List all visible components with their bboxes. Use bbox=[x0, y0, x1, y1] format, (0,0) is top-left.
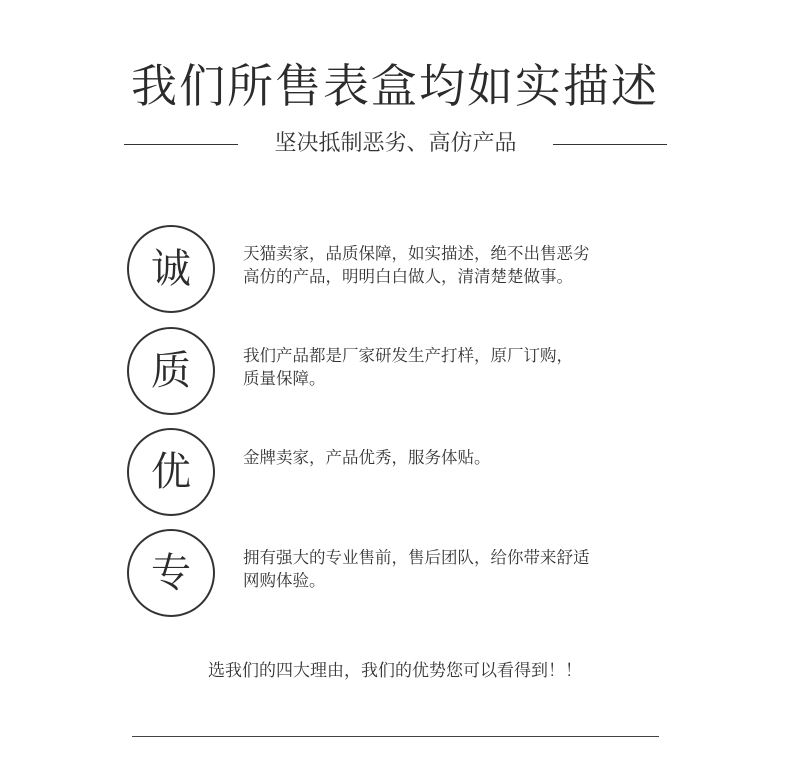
reason-item-honesty bbox=[0, 225, 790, 315]
reason-item-professional bbox=[0, 529, 790, 619]
reason-description bbox=[243, 546, 673, 592]
reason-badge bbox=[127, 529, 215, 617]
reason-description-line: 拥有强大的专业售前，售后团队，给你带来舒适 bbox=[243, 548, 590, 567]
reason-item-excellence bbox=[0, 428, 790, 518]
reason-description bbox=[243, 446, 673, 469]
subtitle-rule-left bbox=[124, 144, 238, 145]
subtitle-row bbox=[0, 128, 790, 162]
subtitle-rule-right bbox=[553, 144, 667, 145]
reason-description-line: 金牌卖家，产品优秀，服务体贴。 bbox=[243, 448, 491, 467]
reason-badge bbox=[127, 428, 215, 516]
footer-slogan: 选我们的四大理由，我们的优势您可以看得到！！ bbox=[208, 661, 582, 681]
reason-description-line: 高仿的产品，明明白白做人，清清楚楚做事。 bbox=[243, 267, 573, 286]
reason-description-line: 网购体验。 bbox=[243, 571, 326, 590]
bottom-divider bbox=[132, 736, 659, 737]
page-title: 我们所售表盒均如实描述 bbox=[131, 59, 659, 113]
reason-badge-char: 优 bbox=[151, 449, 191, 495]
reason-description bbox=[243, 344, 673, 390]
reason-badge-char: 质 bbox=[151, 348, 191, 394]
reason-description-line: 天猫卖家，品质保障，如实描述，绝不出售恶劣 bbox=[243, 244, 590, 263]
reason-badge bbox=[127, 327, 215, 415]
reason-badge bbox=[127, 225, 215, 313]
reason-description-line: 质量保障。 bbox=[243, 369, 326, 388]
page-subtitle: 坚决抵制恶劣、高仿产品 bbox=[274, 131, 517, 156]
reason-badge-char: 诚 bbox=[151, 246, 191, 292]
reason-description bbox=[243, 242, 673, 288]
reason-description-line: 我们产品都是厂家研发生产打样，原厂订购， bbox=[243, 346, 573, 365]
reason-badge-char: 专 bbox=[151, 550, 191, 596]
reason-item-quality bbox=[0, 327, 790, 417]
